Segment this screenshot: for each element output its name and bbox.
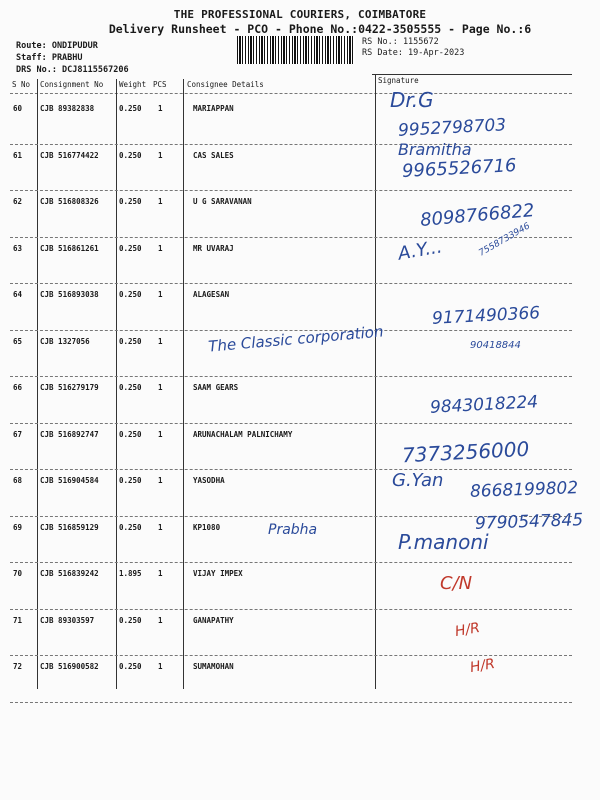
row-weight: 0.250 [119,290,142,299]
handwritten-note: Prabha [268,522,318,538]
row-sno: 64 [13,290,23,299]
handwritten-phone: 7373256000 [401,436,530,468]
row-weight: 0.250 [119,197,142,206]
row-consignment-no: CJB 516839242 [40,569,99,578]
row-pcs: 1 [158,429,163,439]
handwritten-signature: G.Yan [392,470,444,491]
document-title: THE PROFESSIONAL COURIERS, COIMBATORE [173,8,427,21]
row-sno: 68 [13,476,23,485]
row-consignment-no: CJB 89303597 [40,615,95,625]
handwritten-phone: 8098766822 [419,200,536,231]
row-consignee: CAS SALES [193,150,234,160]
row-consignment-no: CJB 89382838 [40,104,95,113]
row-pcs: 1 [158,522,163,532]
row-sno: 63 [13,243,23,253]
handwritten-phone: C/N [440,573,473,594]
row-consignment-no: CJB 516892747 [40,429,99,439]
row-consignment-no: CJB 516808326 [40,197,99,206]
handwritten-phone: A.Y... [396,236,444,265]
row-consignee: SAAM GEARS [193,383,239,392]
header-divider [10,93,572,94]
row-consignment-no: CJB 516861261 [40,243,99,253]
row-weight: 0.250 [119,429,142,439]
row-pcs: 1 [158,476,163,485]
row-divider [10,609,572,610]
row-weight: 0.250 [119,522,142,532]
col-header-sno: S No [12,80,31,89]
row-weight: 0.250 [119,383,142,392]
handwritten-note: 7558733946 [477,221,532,259]
drs-number: DRS No.: DCJ8115567206 [16,65,129,75]
row-divider [10,423,572,424]
staff-label: Staff: PRABHU [16,53,83,63]
row-pcs: 1 [158,662,163,671]
column-divider [37,79,38,689]
handwritten-signature: Dr.G [390,88,434,112]
handwritten-phone: 9171490366 [431,303,541,329]
row-consignee: ALAGESAN [193,290,230,299]
row-sno: 60 [13,104,23,113]
handwritten-phone: The Classic corporation [207,322,385,356]
row-sno: 66 [13,383,23,392]
row-divider [10,144,572,145]
signature-top-border [372,74,572,75]
handwritten-phone: 9843018224 [429,392,539,418]
row-weight: 0.250 [119,104,142,113]
row-weight: 0.250 [119,662,142,671]
row-consignment-no: CJB 516774422 [40,150,99,160]
row-weight: 1.895 [119,569,142,578]
row-consignment-no: CJB 516893038 [40,290,99,299]
route-label: Route: ONDIPUDUR [16,41,98,51]
handwritten-signature: Bramitha [398,140,472,159]
row-consignee: MR UVARAJ [193,243,234,253]
row-sno: 65 [13,336,23,346]
row-consignee: GANAPATHY [193,615,234,625]
row-consignee: ARUNACHALAM PALNICHAMY [193,429,293,439]
handwritten-note: 90418844 [470,340,521,351]
row-divider [10,376,572,377]
row-divider [10,702,572,703]
row-consignment-no: CJB 1327056 [40,336,90,346]
row-consignment-no: CJB 516904584 [40,476,99,485]
row-weight: 0.250 [119,336,142,346]
row-pcs: 1 [158,104,163,113]
handwritten-phone: 9952798703 [397,115,507,141]
rs-date: RS Date: 19-Apr-2023 [362,48,465,58]
row-consignee: U G SARAVANAN [193,197,252,206]
barcode-image [237,36,355,64]
column-divider [116,79,117,689]
row-divider [10,283,572,284]
row-sno: 72 [13,662,23,671]
row-divider [10,562,572,563]
row-divider [10,469,572,470]
row-pcs: 1 [158,615,163,625]
row-sno: 71 [13,615,23,625]
rs-number: RS No.: 1155672 [362,37,439,47]
row-sno: 61 [13,150,23,160]
row-consignment-no: CJB 516900582 [40,662,99,671]
row-consignment-no: CJB 516279179 [40,383,99,392]
col-header-signature: Signature [378,76,419,85]
row-consignee: KP1080 [193,522,221,532]
handwritten-phone: H/R [453,619,482,641]
row-weight: 0.250 [119,476,142,485]
row-pcs: 1 [158,336,163,346]
row-pcs: 1 [158,243,163,253]
column-divider [375,74,376,689]
column-divider [183,79,184,689]
handwritten-phone: H/R [468,655,497,677]
row-sno: 67 [13,429,23,439]
handwritten-phone: 9790547845 [474,510,584,534]
row-weight: 0.250 [119,243,142,253]
row-pcs: 1 [158,150,163,160]
handwritten-signature: P.manoni [398,530,489,554]
row-pcs: 1 [158,197,163,206]
row-consignee: YASODHA [193,476,225,485]
col-header-consignee: Consignee Details [187,80,264,89]
document-subtitle: Delivery Runsheet - PCO - Phone No.:0422-3505555 - Page No.:6 [108,22,532,36]
col-header-consignment: Consignment No [40,80,104,89]
row-divider [10,237,572,238]
row-sno: 70 [13,569,23,578]
row-sno: 62 [13,197,23,206]
row-pcs: 1 [158,383,163,392]
row-consignment-no: CJB 516859129 [40,522,99,532]
row-consignee: VIJAY IMPEX [193,569,243,578]
row-pcs: 1 [158,569,163,578]
handwritten-phone: 8668199802 [469,478,579,502]
row-sno: 69 [13,522,23,532]
col-header-weight: Weight [119,80,147,89]
row-consignee: MARIAPPAN [193,104,234,113]
handwritten-phone: 9965526716 [401,155,518,182]
row-pcs: 1 [158,290,163,299]
row-divider [10,190,572,191]
col-header-pcs: PCS [153,80,167,89]
row-consignee: SUMAMOHAN [193,662,234,671]
row-weight: 0.250 [119,150,142,160]
row-weight: 0.250 [119,615,142,625]
